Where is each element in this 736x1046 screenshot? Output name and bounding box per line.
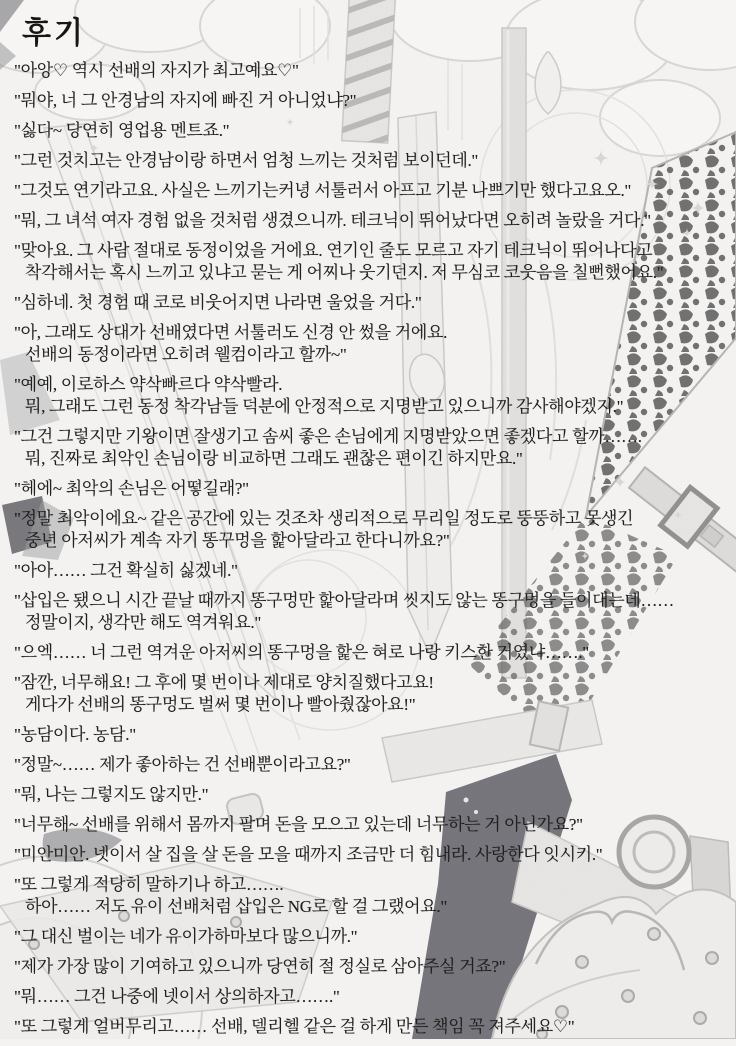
dialogue-paragraph [14, 322, 732, 366]
dialogue-paragraph [14, 642, 732, 664]
dialogue-line: "뭐야, 너 그 안경남의 자지에 빠진 거 아니었냐?" [14, 91, 357, 110]
dialogue-paragraph [14, 374, 732, 418]
dialogue-line: 게다가 선배의 똥구멍도 벌써 몇 번이나 빨아줬잖아요!" [25, 695, 416, 714]
afterword-title: 후기 [22, 17, 86, 50]
dialogue-paragraph [14, 120, 732, 142]
dialogue-paragraph [14, 180, 732, 202]
dialogue-line: 착각해서는 혹시 느끼고 있냐고 묻는 게 어찌나 웃기던지. 저 무심코 코웃음을 칠뻔했어요." [25, 263, 664, 282]
dialogue-paragraph [14, 292, 732, 314]
dialogue-line: "삽입은 됐으니 시간 끝날 때까지 똥구멍만 핥아달라며 씻지도 않는 똥구멍을 들이대는데…… [14, 591, 674, 610]
dialogue-line: "잠깐, 너무해요! 그 후에 몇 번이나 제대로 양치질했다고요! [14, 673, 434, 692]
dialogue-line: "맞아요. 그 사람 절대로 동정이었을 거에요. 연기인 줄도 모르고 자기 테크닉이 뛰어나다고 [14, 241, 653, 260]
dialogue-line: "제가 가장 많이 기여하고 있으니까 당연히 절 정실로 삼아주실 거죠?" [14, 957, 506, 976]
dialogue-paragraph [14, 672, 732, 716]
dialogue-paragraph [14, 926, 732, 948]
afterword-content [14, 16, 732, 1046]
dialogue-line: "그것도 연기라고요. 사실은 느끼기는커녕 서툴러서 아프고 기분 나쁘기만 했다고요오." [14, 181, 632, 200]
dialogue-line: "뭐, 그 녀석 여자 경험 없을 것처럼 생겼으니까. 테크닉이 뛰어났다면 오히려 놀랐을 거다." [14, 211, 651, 230]
dialogue-line: "아앙♡ 역시 선배의 자지가 최고예요♡" [14, 61, 299, 80]
dialogue-paragraph [14, 426, 732, 470]
dialogue-paragraph [14, 724, 732, 746]
dialogue-line: "아, 그래도 상대가 선배였다면 서툴러도 신경 안 썼을 거에요. [14, 323, 448, 342]
dialogue-paragraph [14, 784, 732, 806]
dialogue-paragraph [14, 60, 732, 82]
dialogue-paragraph [14, 874, 732, 918]
dialogue-line: "뭐, 나는 그렇지도 않지만." [14, 785, 209, 804]
dialogue-line: "싫다~ 당연히 영업용 멘트죠." [14, 121, 230, 140]
dialogue-paragraph [14, 844, 732, 866]
dialogue-paragraph [14, 754, 732, 776]
dialogue-line: "뭐…… 그건 나중에 넷이서 상의하자고……." [14, 987, 340, 1006]
dialogue-line: 정말이지, 생각만 해도 역겨워요." [25, 613, 261, 632]
dialogue-line: "또 그렇게 적당히 말하기나 하고……. [14, 875, 284, 894]
dialogue-paragraph [14, 590, 732, 634]
dialogue-paragraph [14, 814, 732, 836]
dialogue-line: "정말 최악이에요~ 같은 공간에 있는 것조차 생리적으로 무리일 정도로 뚱뚱하고 못생긴 [14, 509, 634, 528]
dialogue-line: "심하네. 첫 경험 때 코로 비웃어지면 나라면 울었을 거다." [14, 293, 422, 312]
dialogue-line: "예예, 이로하스 약삭빠르다 약삭빨라. [14, 375, 283, 394]
dialogue-paragraph [14, 210, 732, 232]
dialogue-line: "그건 그렇지만 기왕이면 잘생기고 솜씨 좋은 손님에게 지명받았으면 좋겠다고 할까……. [14, 427, 642, 446]
dialogue-paragraph [14, 240, 732, 284]
dialogue-line: "정말~…… 제가 좋아하는 건 선배뿐이라고요?" [14, 755, 351, 774]
dialogue-line: "또 그렇게 얼버무리고…… 선배, 델리헬 같은 걸 하게 만든 책임 꼭 져주세요♡" [14, 1017, 575, 1036]
dialogue-line: 하아…… 저도 유이 선배처럼 삽입은 NG로 할 걸 그랬어요." [25, 897, 447, 916]
dialogue-paragraph [14, 150, 732, 172]
dialogue-line: "그 대신 벌이는 네가 유이가하마보다 많으니까." [14, 927, 358, 946]
dialogue-paragraph [14, 478, 732, 500]
dialogue-line: 뭐, 진짜로 최악인 손님이랑 비교하면 그래도 괜찮은 편이긴 하지만요." [25, 449, 523, 468]
dialogue-paragraph [14, 956, 732, 978]
dialogue-paragraph [14, 90, 732, 112]
dialogue-line: "아아…… 그건 확실히 싫겠네." [14, 561, 238, 580]
dialogue-text [14, 60, 732, 1038]
dialogue-line: "너무해~ 선배를 위해서 몸까지 팔며 돈을 모으고 있는데 너무하는 거 아닌가요?" [14, 815, 583, 834]
dialogue-line: 중년 아저씨가 계속 자기 똥꾸멍을 핥아달라고 한다니까요?" [25, 531, 450, 550]
dialogue-paragraph [14, 508, 732, 552]
dialogue-line: "미안미안. 넷이서 살 집을 살 돈을 모을 때까지 조금만 더 힘내라. 사랑한다 잇시키." [14, 845, 603, 864]
dialogue-paragraph [14, 560, 732, 582]
dialogue-paragraph [14, 986, 732, 1008]
dialogue-paragraph [14, 1016, 732, 1038]
dialogue-line: "헤에~ 최악의 손님은 어떻길래?" [14, 479, 249, 498]
dialogue-line: "그런 것치고는 안경남이랑 하면서 엄청 느끼는 것처럼 보이던데." [14, 151, 479, 170]
dialogue-line: 선배의 동정이라면 오히려 웰컴이라고 할까~" [25, 345, 347, 364]
dialogue-line: "농담이다. 농담." [14, 725, 136, 744]
dialogue-line: "으엑…… 너 그런 역겨운 아저씨의 똥구멍을 핥은 혀로 나랑 키스한 거였냐……." [14, 643, 589, 662]
dialogue-line: 뭐, 그래도 그런 동정 착각남들 덕분에 안정적으로 지명받고 있으니까 감사해야겠지." [25, 397, 624, 416]
